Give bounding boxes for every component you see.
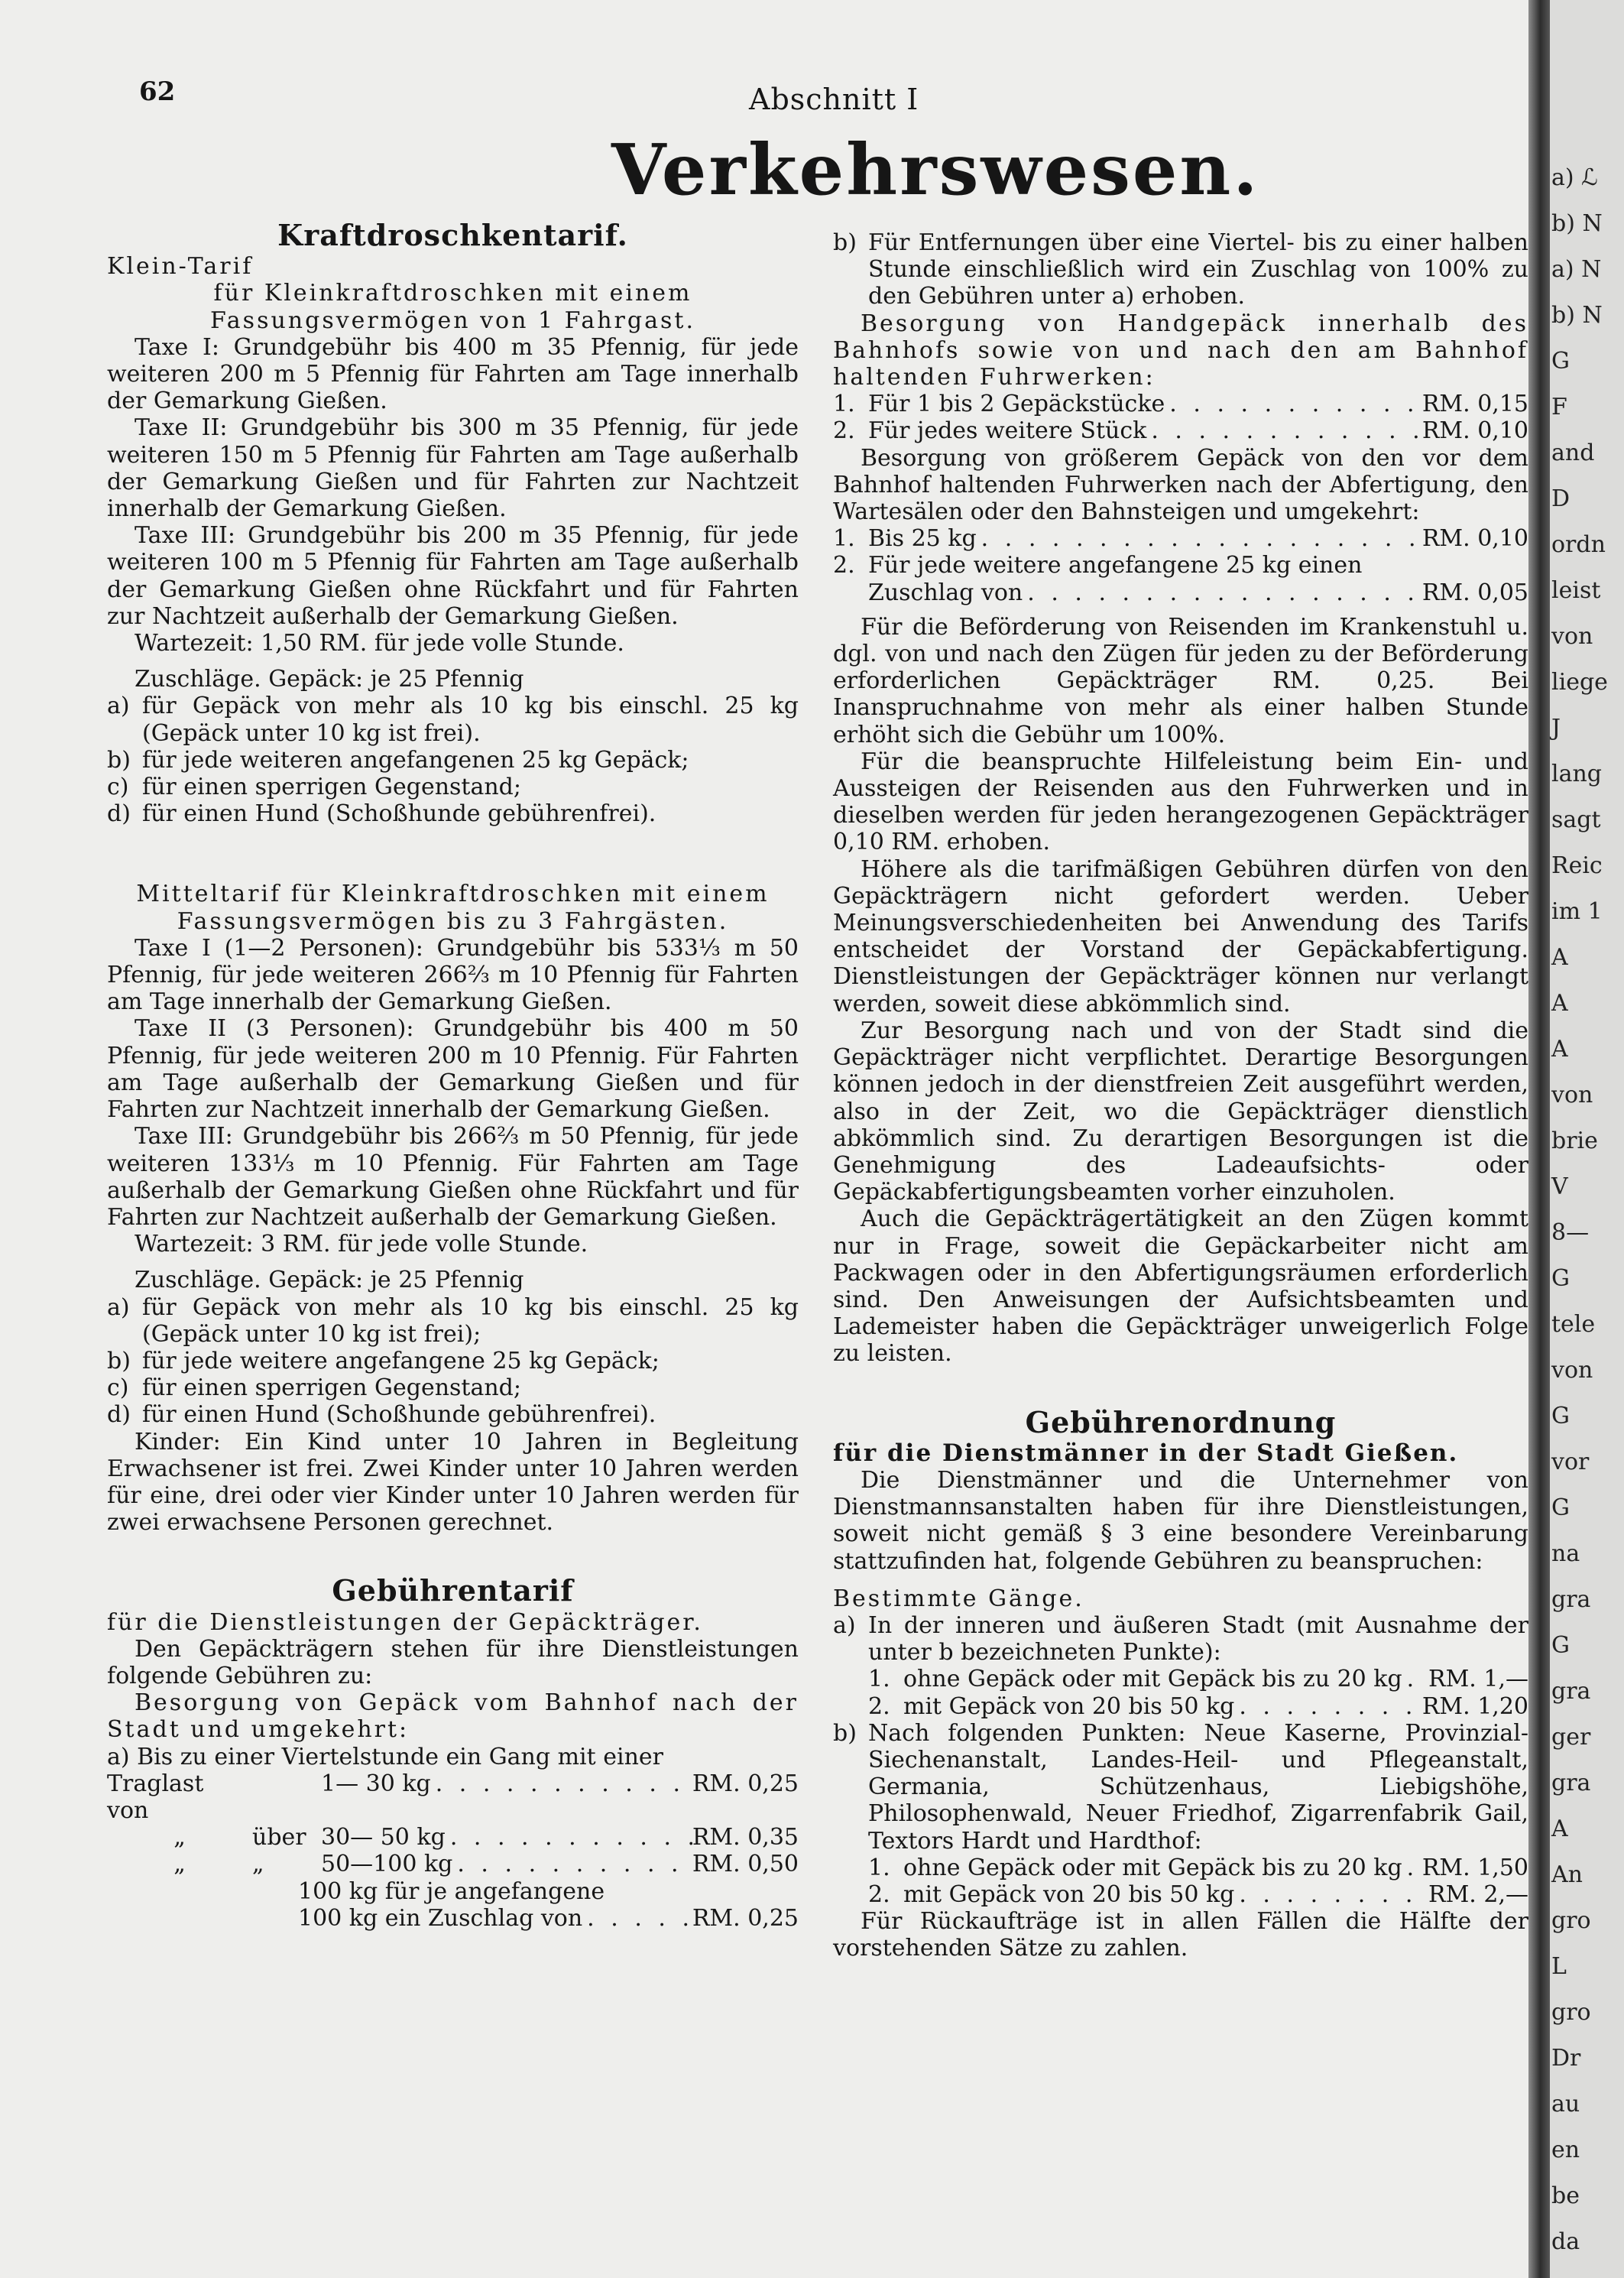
mittel-kinder: Kinder: Ein Kind unter 10 Jahren in Begleitung Erwachsener ist frei. Zwei Kinder unter 10 Jahren werden für eine, drei oder vier Kinder unter 10 Jahren werden für zwei erwachsene Personen gerechnet. bbox=[107, 1428, 799, 1537]
besorgung-heading: Besorgung von Gepäck vom Bahnhof nach der Stadt und umgekehrt: bbox=[107, 1689, 799, 1744]
next-page-fragment: gra bbox=[1551, 1678, 1591, 1705]
gebuehrenordnung-title: Gebührenordnung bbox=[1025, 1404, 1337, 1439]
innere-stadt-item: a) In der inneren und äußeren Stadt (mit Ausnahme der unter b bezeichneten Punkte): bbox=[833, 1611, 1528, 1666]
next-page-fragment: A bbox=[1551, 944, 1568, 971]
gebuehr-row: 1. ohne Gepäck oder mit Gepäck bis zu 20 kg . . . RM. 1,— bbox=[868, 1666, 1528, 1692]
page-number: 62 bbox=[139, 76, 176, 107]
zuschlag-item: a) für Gepäck von mehr als 10 kg bis einschl. 25 kg (Gepäck unter 10 kg ist frei); bbox=[107, 1293, 799, 1348]
next-page-fragment: liege bbox=[1551, 669, 1608, 696]
next-page-fragment: A bbox=[1551, 990, 1568, 1017]
next-page-fragment: gro bbox=[1551, 1999, 1591, 2026]
next-page-fragment: ger bbox=[1551, 1724, 1591, 1751]
stadt-besorgung-text: Zur Besorgung nach und von der Stadt sind die Gepäckträger nicht verpflichtet. Derartige Besorgungen können jedoch in der dienstfreien Zeit ausgeführt werden, also in der Zeit, wo die Gepäckträger dienstlich abkömmlich sind. Zu derartigen Besorgungen ist die Genehmigung des Ladeaufsichts- oder Gepäckabfertigungsbeamten vorher einzuholen. bbox=[833, 1017, 1528, 1206]
klein-wartezeit: Wartezeit: 1,50 RM. für jede volle Stunde. bbox=[135, 630, 624, 657]
mittel-taxe-1: Taxe I (1—2 Personen): Grundgebühr bis 533⅓ m 50 Pfennig, für jede weiteren 266⅔ m 10 Pfennig für Fahrten am Tage innerhalb der Gemarkung Gießen. bbox=[107, 934, 799, 1016]
hilfeleistung-text: Für die beanspruchte Hilfeleistung beim Ein- und Aussteigen der Reisenden aus den Fuhrwerken und in dieselben werden für jeden herangezogenen Gepäckträger 0,10 RM. erhoben. bbox=[833, 748, 1528, 856]
next-page-fragment: na bbox=[1551, 1540, 1580, 1567]
next-page-fragment: a) ℒ bbox=[1551, 164, 1598, 191]
next-page-fragment: tele bbox=[1551, 1311, 1596, 1338]
next-page-fragment: G bbox=[1551, 1403, 1570, 1429]
klein-zuschlag-list bbox=[107, 693, 799, 827]
main-title: Verkehrswesen. bbox=[611, 128, 1260, 211]
traglast-row: Traglast von 1— 30 kg . . . RM. 0,25 bbox=[107, 1770, 799, 1824]
gebuehr-row: 2. mit Gepäck von 20 bis 50 kg . . . RM. 1,20 bbox=[868, 1693, 1528, 1720]
next-page-fragment: b) N bbox=[1551, 302, 1603, 329]
bis-viertelstunde-line: a) Bis zu einer Viertelstunde ein Gang mit einer bbox=[107, 1743, 663, 1770]
kraftdroschken-title: Kraftdroschkentarif. bbox=[277, 218, 628, 252]
viertel-halbe-stunde-text: Für Entfernungen über eine Viertel- bis zu einer halben Stunde einschließlich wird ein Zuschlag von 100% zu den Gebühren unter a) erhoben. bbox=[868, 229, 1528, 310]
next-page-fragment: An bbox=[1551, 1861, 1583, 1888]
next-page-fragment: A bbox=[1551, 1816, 1568, 1842]
next-page-fragment: sagt bbox=[1551, 806, 1601, 833]
gebuehrenordnung-subtitle: für die Dienstmänner in der Stadt Gießen. bbox=[833, 1439, 1459, 1467]
next-page-fragment: G bbox=[1551, 1494, 1570, 1521]
next-page-fragment: im 1 bbox=[1551, 898, 1603, 925]
next-page-fragment: von bbox=[1551, 1082, 1593, 1108]
next-page-fragment: D bbox=[1551, 485, 1571, 512]
next-page-fragment: ordn bbox=[1551, 531, 1606, 558]
handgepaeck-list bbox=[833, 391, 1528, 444]
viertel-halbe-stunde-item: b) Für Entfernungen über eine Viertel- bis zu einer halben Stunde einschließlich wird ein Zuschlag von 100% zu den Gebühren unter a) erhoben. bbox=[833, 229, 1528, 310]
next-page-fragment: V bbox=[1551, 1173, 1568, 1200]
klein-taxe-1: Taxe I: Grundgebühr bis 400 m 35 Pfennig, für jede weiteren 200 m 5 Pfennig für Fahrten am Tage innerhalb der Gemarkung Gießen. bbox=[107, 333, 799, 415]
zuschlag-item: c) für einen sperrigen Gegenstand; bbox=[107, 1374, 521, 1402]
next-page-fragment: Dr bbox=[1551, 2045, 1581, 2072]
next-page-fragment: lang bbox=[1551, 761, 1603, 787]
book-spine bbox=[1528, 0, 1550, 2278]
traglast-extra-text-2: 100 kg ein Zuschlag von bbox=[298, 1904, 583, 1932]
handgepaeck-row: 1. Für 1 bis 2 Gepäckstücke . . . RM. 0,15 bbox=[833, 391, 1528, 417]
klein-tarif-subtitle: für Kleinkraftdroschken mit einem Fassungsvermögen von 1 Fahrgast. bbox=[210, 280, 695, 334]
next-page-fragment: b) N bbox=[1551, 210, 1603, 237]
next-page-fragment: en bbox=[1551, 2137, 1580, 2163]
traglast-row: „ über 30— 50 kg . . . RM. 0,35 bbox=[107, 1824, 799, 1851]
next-page-fragment: 8— bbox=[1551, 1219, 1590, 1246]
next-page-fragment: L bbox=[1551, 1953, 1567, 1980]
mittel-wartezeit: Wartezeit: 3 RM. für jede volle Stunde. bbox=[135, 1231, 588, 1258]
zuschlag-item: a) für Gepäck von mehr als 10 kg bis einschl. 25 kg (Gepäck unter 10 kg ist frei). bbox=[107, 693, 799, 747]
klein-taxe-2: Taxe II: Grundgebühr bis 300 m 35 Pfennig, für jede weiteren 150 m 5 Pfennig für Fahrten am Tage außerhalb der Gemarkung Gießen und für Fahrten zur Nachtzeit innerhalb der Gemarkung Gießen. bbox=[107, 414, 799, 523]
punkte-list bbox=[833, 1855, 1528, 1908]
gebuehrentarif-intro: Den Gepäckträgern stehen für ihre Dienstleistungen folgende Gebühren zu: bbox=[107, 1635, 799, 1689]
next-page-fragment: J bbox=[1551, 715, 1561, 741]
klein-zuschlaege: Zuschläge. Gepäck: je 25 Pfennig bbox=[135, 666, 524, 693]
left-column bbox=[107, 218, 799, 1932]
mittel-zuschlaege: Zuschläge. Gepäck: je 25 Pfennig bbox=[135, 1267, 524, 1294]
traglast-row-extra-1 bbox=[107, 1878, 799, 1905]
traglast-extra-text-1: 100 kg für je angefangene bbox=[298, 1877, 605, 1905]
next-page-fragment: gro bbox=[1551, 1907, 1591, 1934]
gebuehr-row: 2. mit Gepäck von 20 bis 50 kg . . . RM. 2,— bbox=[868, 1881, 1528, 1908]
next-page-fragment: a) N bbox=[1551, 256, 1602, 283]
gebuehrentarif-title: Gebührentarif bbox=[332, 1573, 574, 1608]
traglast-row-extra-2 bbox=[107, 1905, 799, 1932]
next-page-fragment: gra bbox=[1551, 1770, 1591, 1796]
next-page-fragment: F bbox=[1551, 394, 1567, 420]
mittel-taxe-3: Taxe III: Grundgebühr bis 266⅔ m 50 Pfennig, für jede weiteren 133⅓ m 10 Pfennig. Für Fahrten am Tage außerhalb der Gemarkung Gießen ohne Rückfahrt und für Fahrten zur Nachtzeit außerhalb der Gemarkung Gießen. bbox=[107, 1123, 799, 1231]
handgepaeck-heading: Besorgung von Handgepäck innerhalb des Bahnhofs sowie von und nach den am Bahnhof haltenden Fuhrwerken: bbox=[833, 310, 1528, 391]
groesseres-row-1: 1. Bis 25 kg . . . RM. 0,10 bbox=[833, 525, 1528, 552]
hoehere-gebuehren-text: Höhere als die tarifmäßigen Gebühren dürfen von den Gepäckträgern nicht gefordert werden. Ueber Meinungsverschiedenheiten bei Anwendung des Tarifs entscheidet der Vorstand der Gepäckabfertigung. Dienstleistungen der Gepäckträger können nur verlangt werden, soweit diese abkömmlich sind. bbox=[833, 855, 1528, 1017]
next-page-fragment: G bbox=[1551, 348, 1570, 375]
next-page-fragment: and bbox=[1551, 440, 1595, 466]
next-page-fragment: Reic bbox=[1551, 852, 1603, 879]
traglast-table bbox=[107, 1770, 799, 1878]
next-page-fragment: be bbox=[1551, 2182, 1580, 2209]
gebuehr-row: 1. ohne Gepäck oder mit Gepäck bis zu 20 kg . . . RM. 1,50 bbox=[868, 1855, 1528, 1881]
zuege-text: Auch die Gepäckträgertätigkeit an den Zügen kommt nur in Frage, soweit die Gepäckarbeiter nicht am Packwagen oder in den Abfertigungsräumen erforderlich sind. Den Anweisungen der Aufsichtsbeamten und Lademeister haben die Gepäckträger unweigerlich Folge zu leisten. bbox=[833, 1206, 1528, 1368]
gebuehrentarif-subtitle: für die Dienstleistungen der Gepäckträger. bbox=[107, 1608, 703, 1636]
next-page-fragment: G bbox=[1551, 1265, 1570, 1292]
next-page-edge bbox=[1550, 0, 1624, 2278]
zuschlag-item: b) für jede weiteren angefangenen 25 kg Gepäck; bbox=[107, 746, 689, 774]
right-column bbox=[833, 229, 1528, 1962]
innere-stadt-list bbox=[833, 1666, 1528, 1719]
mittel-taxe-2: Taxe II (3 Personen): Grundgebühr bis 400 m 50 Pfennig, für jede weiteren 200 m 10 Pfennig. Für Fahrten am Tage außerhalb der Gemarkung Gießen und für Fahrten zur Nachtzeit innerhalb der Gemarkung Gießen. bbox=[107, 1015, 799, 1124]
next-page-fragment: von bbox=[1551, 623, 1593, 650]
next-page-fragment: von bbox=[1551, 1357, 1593, 1384]
zuschlag-item: d) für einen Hund (Schoßhunde gebührenfrei). bbox=[107, 800, 656, 828]
next-page-fragment: da bbox=[1551, 2228, 1580, 2255]
groesseres-row-2-text: 2. Für jede weitere angefangene 25 kg einen bbox=[833, 552, 1363, 579]
traglast-extra-amount: RM. 0,25 bbox=[692, 1904, 799, 1932]
mittel-zuschlag-list bbox=[107, 1294, 799, 1429]
next-page-fragment: G bbox=[1551, 1632, 1570, 1659]
klein-tarif-title: Klein-Tarif bbox=[107, 253, 254, 281]
next-page-fragment: brie bbox=[1551, 1128, 1598, 1154]
running-head: Abschnitt I bbox=[749, 83, 919, 116]
klein-taxe-3: Taxe III: Grundgebühr bis 200 m 35 Pfennig, für jede weiteren 100 m 5 Pfennig für Fahrten am Tage außerhalb der Gemarkung Gießen ohne Rückfahrt und für Fahrten zur Nachtzeit außerhalb der Gemarkung Gießen. bbox=[107, 522, 799, 630]
befoerderung-text: Für die Beförderung von Reisenden im Krankenstuhl u. dgl. von und nach den Zügen für jeden zu der Beförderung erforderlichen Gepäckträger RM. 0,25. Bei Inanspruchnahme von mehr als einer halben Stunde erhöht sich die Gebühr um 100%. bbox=[833, 613, 1528, 748]
zuschlag-item: c) für einen sperrigen Gegenstand; bbox=[107, 774, 521, 801]
rueckauftraege-text: Für Rückaufträge ist in allen Fällen die Hälfte der vorstehenden Sätze zu zahlen. bbox=[833, 1908, 1528, 1962]
groesseres-row-2: Zuschlag von . . . RM. 0,05 bbox=[833, 579, 1528, 606]
bestimmte-gaenge-heading: Bestimmte Gänge. bbox=[833, 1585, 1084, 1612]
next-page-fragment: au bbox=[1551, 2091, 1580, 2117]
zuschlag-item: d) für einen Hund (Schoßhunde gebührenfrei). bbox=[107, 1401, 656, 1429]
handgepaeck-row: 2. Für jedes weitere Stück . . . RM. 0,10 bbox=[833, 417, 1528, 444]
next-page-fragment: A bbox=[1551, 1036, 1568, 1063]
groesseres-gepaeck-text: Besorgung von größerem Gepäck von den vor dem Bahnhof haltenden Fuhrwerken nach der Abfertigung, den Wartesälen oder den Bahnsteigen und umgekehrt: bbox=[833, 444, 1528, 526]
traglast-row: „ „ 50—100 kg . . . RM. 0,50 bbox=[107, 1851, 799, 1877]
next-page-fragment: leist bbox=[1551, 577, 1601, 604]
gebuehrenordnung-intro: Die Dienstmänner und die Unternehmer von Dienstmannsanstalten haben für ihre Dienstleistungen, soweit nicht gemäß § 3 eine besondere Vereinbarung stattzufinden hat, folgende Gebühren zu beanspruchen: bbox=[833, 1466, 1528, 1575]
zuschlag-item: b) für jede weitere angefangene 25 kg Gepäck; bbox=[107, 1347, 660, 1374]
next-page-fragment: vor bbox=[1551, 1449, 1590, 1475]
punkte-item: b) Nach folgenden Punkten: Neue Kaserne, Provinzial-Siechenanstalt, Landes-Heil- und Pflegeanstalt, Germania, Schützenhaus, Liebigshöhe, Philosophenwald, Neuer Friedhof, Zigarrenfabrik Gail, Textors Hardt und Hardthof: bbox=[833, 1719, 1528, 1855]
next-page-fragment: gra bbox=[1551, 1586, 1591, 1613]
mitteltarif-title: Mitteltarif für Kleinkraftdroschken mit einem Fassungsvermögen bis zu 3 Fahrgästen. bbox=[136, 881, 770, 935]
